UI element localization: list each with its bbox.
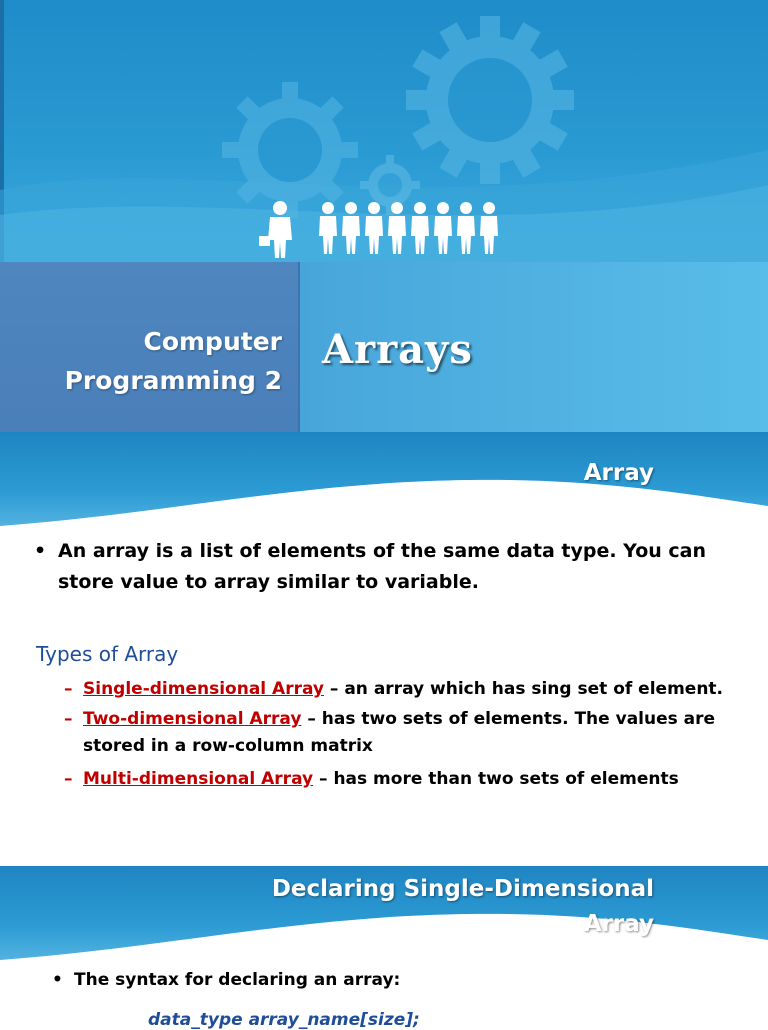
- header-title-line2: Array: [583, 911, 654, 937]
- bullet-dot-icon: •: [34, 540, 47, 562]
- syntax-bullet: [52, 970, 400, 990]
- dash-icon: –: [64, 709, 73, 729]
- list-item: [64, 706, 744, 760]
- syntax-code: data_type array_name[size];: [148, 1010, 420, 1030]
- dash-icon: –: [64, 679, 73, 699]
- person-icon: [365, 202, 383, 254]
- term-description-line2: stored in a row-column matrix: [83, 736, 373, 756]
- course-title: [12, 322, 282, 400]
- slide-header: [0, 432, 768, 532]
- syntax-bullet-text: The syntax for declaring an array:: [74, 970, 401, 990]
- person-icon: [457, 202, 475, 254]
- course-title-line2: Programming 2: [64, 366, 282, 395]
- intro-bullet: [34, 536, 734, 598]
- gear-icon: [406, 16, 574, 184]
- slide-header: [0, 866, 768, 966]
- slide-title: Arrays: [322, 326, 473, 373]
- term-link[interactable]: Single-dimensional Array: [83, 679, 324, 699]
- list-item: [64, 676, 744, 703]
- intro-line1: An array is a list of elements of the same data type. You can: [58, 540, 707, 562]
- header-title-line1: Declaring Single-Dimensional: [271, 876, 654, 902]
- header-title: [134, 872, 654, 942]
- list-item: [64, 766, 744, 793]
- people-graphic: [255, 198, 500, 260]
- person-icon: [434, 202, 452, 254]
- term-description: – has two sets of elements. The values are: [301, 709, 716, 729]
- dash-icon: –: [64, 769, 73, 789]
- term-description: – has more than two sets of elements: [313, 769, 679, 789]
- header-title: Array: [583, 460, 654, 486]
- term-link[interactable]: Two-dimensional Array: [83, 709, 302, 729]
- course-title-line1: Computer: [143, 327, 282, 356]
- bullet-dot-icon: •: [52, 970, 63, 990]
- term-description: – an array which has sing set of element.: [324, 679, 724, 699]
- intro-line2: store value to array similar to variable.: [58, 571, 479, 593]
- term-link[interactable]: Multi-dimensional Array: [83, 769, 314, 789]
- title-slide: [0, 0, 768, 432]
- types-subheading: Types of Array: [36, 642, 179, 666]
- person-icon: [411, 202, 429, 254]
- person-icon: [388, 202, 406, 254]
- person-icon: [259, 201, 292, 258]
- declaring-slide: [0, 866, 768, 1030]
- person-icon: [480, 202, 498, 254]
- person-icon: [342, 202, 360, 254]
- course-title-box: [0, 262, 300, 432]
- array-slide: [0, 432, 768, 842]
- person-icon: [319, 202, 337, 254]
